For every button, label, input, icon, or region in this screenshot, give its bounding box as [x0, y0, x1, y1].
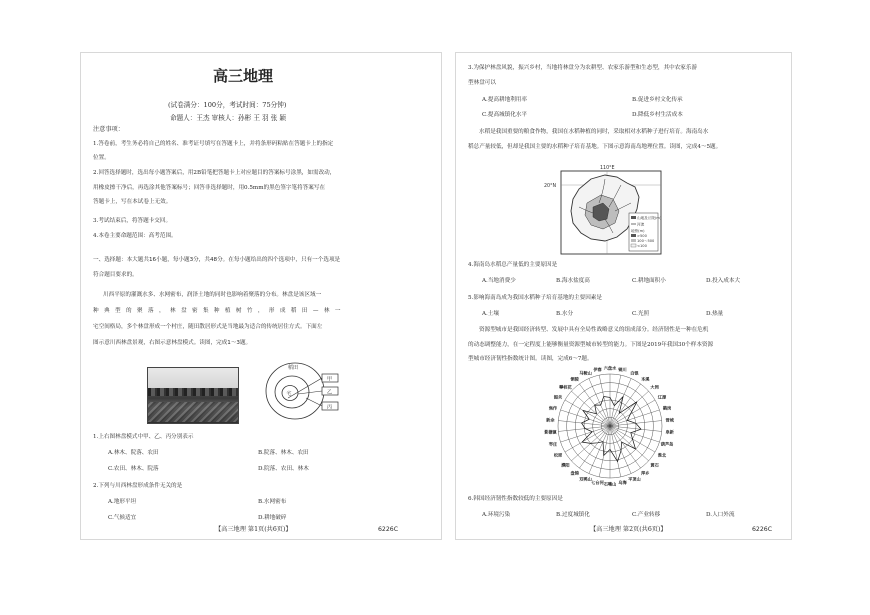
- radar-city-label: 阜新: [665, 429, 674, 435]
- question-3-stem: 3.为保护林盘风貌，振兴乡村，当地将林盘分为农耕型、农家乐游型和生态型，其中农家乐游: [468, 65, 698, 71]
- radar-axis: [610, 426, 631, 474]
- question-5-option-c[interactable]: C.光照: [632, 311, 650, 317]
- radar-city-label: 七台河: [591, 480, 604, 486]
- radar-axis: [610, 426, 649, 461]
- resilience-radar-chart: [535, 360, 685, 492]
- radar-city-label: 萍乡: [641, 470, 650, 476]
- notice-line: 位置。: [93, 155, 110, 161]
- radar-city-label: 六盘水: [603, 365, 617, 371]
- radar-city-label: 韶关: [553, 394, 563, 400]
- question-1-option-b[interactable]: B.院落、林木、农田: [258, 450, 309, 456]
- passage-line: 图示意川西林盘景观，右图示意林盘模式。读图，完成1～3题。: [93, 340, 252, 346]
- radar-city-label: 伊春: [593, 366, 602, 372]
- map-legend-item: >500: [637, 234, 647, 238]
- map-legend-rivers: 河流: [637, 222, 645, 227]
- diagram-label-c: 丙: [327, 404, 333, 411]
- question-4-option-a[interactable]: A.当地消费少: [482, 278, 516, 284]
- question-6-stem: 6.韩国经济韧性指数较低的主要原因是: [468, 496, 563, 502]
- radar-city-label: 平顶山: [628, 476, 641, 482]
- question-4-option-d[interactable]: D.投入成本大: [706, 278, 741, 284]
- notice-line: 1.答卷前，考生务必将自己的姓名、准考证号填写在答题卡上，并将条形码粘贴在答题卡上的指定: [93, 141, 334, 147]
- radar-city-label: 石嘴山: [603, 481, 617, 487]
- question-2-option-d[interactable]: D.耕地破碎: [258, 515, 287, 521]
- question-4-option-b[interactable]: B.海水盐度高: [556, 278, 590, 284]
- radar-city-label: 焦作: [548, 405, 558, 411]
- diagram-center-label: 宅: [286, 391, 292, 397]
- question-2-option-a[interactable]: A.地形平坦: [108, 499, 137, 505]
- page-title: 高三地理: [213, 67, 274, 85]
- map-legend-item: 100～500: [637, 239, 655, 243]
- notice-line: 用橡皮擦干净后，再选涂其他答案标号；回答非选择题时，用0.5mm的黑色签字笔将答案写在: [93, 185, 326, 191]
- radar-city-label: 盘锦: [570, 470, 579, 476]
- question-2-option-c[interactable]: C.气候适宜: [108, 515, 137, 521]
- radar-city-label: 松原: [553, 452, 563, 458]
- radar-city-label: 辽源: [657, 394, 667, 400]
- hainan-island-map: [543, 163, 673, 258]
- question-5-option-d[interactable]: D.热量: [706, 311, 724, 317]
- question-5-option-a[interactable]: A.土壤: [482, 311, 500, 317]
- question-3-option-d[interactable]: D.降低乡村生活成本: [632, 112, 683, 118]
- passage-line: 宅空间格局，多个林盘形成一个村庄，随田散居形式是当地最为适合的传统居住方式。下面左: [93, 324, 323, 330]
- question-3-option-a[interactable]: A.提高耕地利用率: [482, 97, 527, 103]
- map-latitude-label: 20°N: [544, 184, 557, 189]
- radar-city-label: 濮阳: [561, 462, 570, 468]
- radar-city-label: 大同: [650, 384, 659, 390]
- map-legend-title: 山地及丘陵(m): [637, 216, 662, 220]
- question-4-stem: 4.海南岛水稻总产量低的主要原因是: [468, 262, 558, 268]
- passage-line: 水稻是我国重要的粮食作物，我国在水稻种植的同时，采取相对水稻种子进行培育。海南岛水: [479, 129, 709, 135]
- notice-line: 3.考试结束后，将答题卡交回。: [93, 218, 172, 224]
- radar-axis: [589, 426, 610, 474]
- exam-meta-time: (试卷满分：100分，考试时间：75分钟): [168, 101, 287, 109]
- page2-code: 6226C: [752, 526, 773, 533]
- question-4-option-c[interactable]: C.耕地面积小: [632, 278, 666, 284]
- question-6-option-d[interactable]: D.人口外流: [706, 512, 735, 518]
- question-2-stem: 2.下列与川西林盘形成条件无关的是: [93, 483, 183, 489]
- map-legend-item: <100: [637, 244, 647, 248]
- section-heading: 符合题目要求的。: [93, 272, 138, 278]
- question-1-option-d[interactable]: D.院落、农田、林木: [258, 466, 309, 472]
- page2-footer: 【高三地理 第2页(共6页)】: [590, 526, 667, 533]
- passage-line: 川西平原的灌溉水多、水网密布，润泽土地的同时也影响着聚落的分布。林盘是该区域一: [103, 292, 322, 298]
- map-legend-relief: 地势(m): [631, 229, 645, 233]
- question-3-stem: 型林盘可以: [468, 80, 496, 86]
- passage-line: 稻总产量较低，但却是我国主要的水稻种子培育基地。下图示意海南岛地理位置。读图，完成4～5题。: [468, 144, 722, 150]
- diagram-label-b: 乙: [327, 389, 333, 396]
- question-2-option-b[interactable]: B.水网密布: [258, 499, 287, 505]
- radar-city-label: 乌海: [618, 480, 627, 486]
- question-1-option-c[interactable]: C.农田、林木、院落: [108, 466, 159, 472]
- linpan-model-diagram: [262, 360, 356, 422]
- section-heading: 一、选择题：本大题共16小题，每小题3分，共48分。在每小题给出的四个选项中，只有一个选项是: [93, 257, 341, 263]
- question-5-option-b[interactable]: B.水分: [556, 311, 574, 317]
- radar-city-label: 马鞍山: [579, 370, 592, 376]
- radar-axis: [589, 379, 610, 427]
- question-1-stem: 1.上右图林盘模式中甲、乙、丙分别表示: [93, 434, 194, 440]
- question-3-option-c[interactable]: C.提高城镇化水平: [482, 112, 528, 118]
- radar-city-label: 晋城: [665, 417, 674, 423]
- notice-line: 答题卡上，写在本试卷上无效。: [93, 199, 172, 205]
- radar-city-label: 新余: [546, 417, 555, 423]
- radar-city-label: 白银: [630, 370, 639, 376]
- diagram-ring-label: 稻田: [288, 365, 299, 371]
- radar-city-label: 黄石: [650, 462, 659, 468]
- radar-city-label: 双鸭山: [579, 476, 592, 482]
- diagram-label-a: 甲: [327, 376, 333, 383]
- radar-city-label: 葫芦岛: [660, 441, 674, 447]
- question-5-stem: 5.影响海南岛成为我国水稻种子培育基地的主要因素是: [468, 295, 602, 301]
- page1-footer: 【高三地理 第1页(共6页)】: [215, 526, 292, 533]
- passage-line: 型城市经济韧性指数统计图。读图，完成6～7题。: [468, 356, 593, 362]
- exam-meta-authors: 命题人：王杰 审核人：孙彬 王 羽 张 颖: [170, 114, 286, 122]
- question-6-option-a[interactable]: A.环境污染: [482, 512, 511, 518]
- radar-city-label: 淮北: [657, 452, 667, 458]
- notice-line: 4.本卷主要命题范围：高考范围。: [93, 233, 177, 239]
- question-1-option-a[interactable]: A.林木、院落、农田: [108, 450, 159, 456]
- map-longitude-label: 110°E: [600, 166, 615, 171]
- radar-city-label: 本溪: [641, 376, 650, 382]
- question-3-option-b[interactable]: B.促进乡村文化传承: [632, 97, 683, 103]
- radar-city-label: 景德镇: [544, 429, 557, 435]
- radar-city-label: 鹤岗: [662, 405, 672, 411]
- radar-city-label: 枣庄: [548, 441, 558, 447]
- notice-line: 2.回答选择题时，选出每小题答案后，用2B铅笔把答题卡上对应题目的答案标号涂黑，如需改动，: [93, 170, 336, 176]
- page1-code: 6226C: [378, 526, 399, 533]
- passage-line: 的动态调整能力，在一定程度上能够衡量资源型城市转型的能力。下图是2019年我国30个样本资源: [468, 342, 714, 348]
- question-6-option-c[interactable]: C.产业转移: [632, 512, 661, 518]
- passage-line: 种典型的聚落，林盘密集种植树竹，形成稻田—林一: [93, 308, 346, 314]
- passage-line: 资源型城市是我国经济转型、发展中具有全局性战略意义的组成部分。经济韧性是一种在危机: [479, 327, 709, 333]
- question-6-option-b[interactable]: B.过度城镇化: [556, 512, 590, 518]
- notice-title: 注意事项：: [93, 126, 124, 133]
- radar-city-label: 攀枝花: [559, 384, 572, 390]
- radar-city-label: 铜陵: [570, 376, 579, 382]
- linpan-landscape-photo: [147, 367, 239, 424]
- radar-city-label: 铜川: [618, 366, 627, 372]
